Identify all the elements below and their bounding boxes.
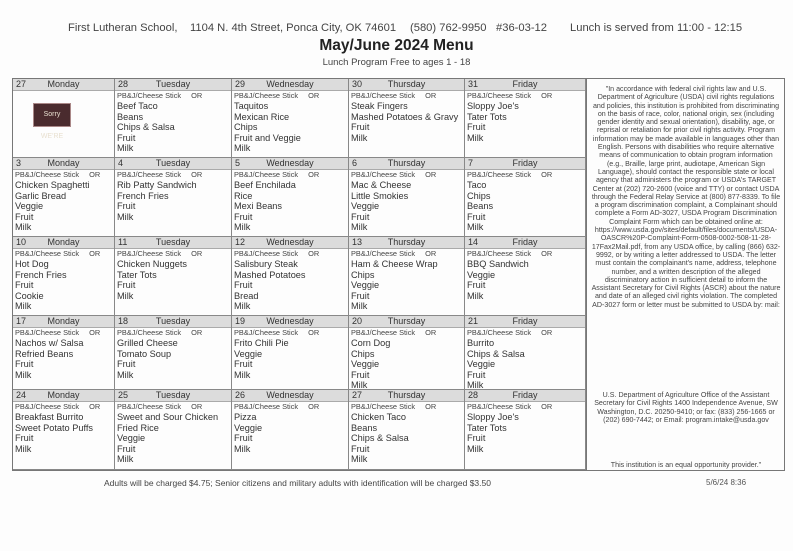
menu-item: Milk: [15, 369, 32, 380]
day-header: [13, 316, 114, 328]
day-cell: [349, 390, 465, 470]
school-name: First Lutheran School,: [68, 22, 178, 34]
day-cell: [115, 316, 232, 390]
day-header: [465, 158, 585, 170]
menu-item: Fruit: [15, 433, 34, 443]
day-number: 3: [16, 158, 22, 168]
alt-option-line: [349, 170, 464, 180]
day-header: [465, 316, 585, 328]
menu-item: Beef Taco: [117, 101, 158, 111]
day-cell: [465, 79, 586, 158]
menu-item: Fruit: [15, 359, 34, 369]
day-cell: [115, 237, 232, 316]
day-header: [232, 316, 348, 328]
day-cell: [465, 390, 586, 470]
menu-item: Fruit: [234, 359, 253, 369]
menu-item: Fruit: [234, 211, 253, 222]
day-cell: [13, 79, 115, 158]
day-name: Monday: [47, 390, 80, 400]
day-name: Wednesday: [266, 390, 314, 400]
menu-item: Milk: [234, 443, 251, 454]
alt-option-line: [232, 328, 348, 338]
day-cell: [465, 158, 586, 237]
menu-item: Mexican Rice: [234, 111, 290, 122]
day-header: [232, 158, 348, 170]
menu-item: Milk: [15, 443, 32, 454]
menu-item: Veggie: [234, 422, 263, 433]
or-label: OR: [541, 402, 553, 411]
menu-item: Grilled Cheese: [117, 338, 178, 348]
or-label: OR: [308, 249, 320, 258]
alt-option: PB&J/Cheese Stick: [117, 328, 182, 337]
menu-item: Milk: [117, 454, 134, 464]
day-number: 27: [16, 79, 27, 89]
menu-item: Veggie: [467, 269, 496, 280]
day-header: [115, 79, 231, 91]
day-name: Wednesday: [266, 79, 314, 89]
menu-item: Milk: [117, 143, 134, 153]
day-name: Friday: [512, 79, 538, 89]
or-label: OR: [541, 328, 553, 337]
alt-option: PB&J/Cheese Stick: [351, 249, 416, 258]
menu-item: Ham & Cheese Wrap: [351, 259, 438, 269]
menu-item: French Fries: [117, 190, 169, 201]
alt-option-line: [115, 91, 231, 101]
menu-item: Veggie: [234, 348, 263, 359]
day-name: Monday: [47, 158, 80, 168]
menu-item: Chips & Salsa: [467, 348, 525, 359]
menu-item: Milk: [117, 290, 134, 301]
day-number: 5: [235, 158, 241, 168]
menu-item: Nachos w/ Salsa: [15, 338, 84, 348]
menu-item: Mac & Cheese: [351, 180, 412, 190]
day-name: Tuesday: [155, 158, 191, 168]
adult-pricing-note: Adults will be charged $4.75; Senior citizens and military adults with identification will be charged $3.50: [104, 478, 491, 488]
menu-item: Bread: [234, 290, 259, 301]
print-timestamp: 5/6/24 8:36: [706, 478, 747, 487]
menu-item: Milk: [467, 132, 484, 143]
nondiscrimination-sidebar: [587, 78, 785, 471]
menu-item: Fruit: [351, 369, 370, 380]
alt-option-line: [115, 249, 231, 259]
menu-item: Taquitos: [234, 101, 269, 111]
or-label: OR: [191, 91, 203, 100]
menu-item: Fried Rice: [117, 422, 159, 433]
menu-item: Veggie: [467, 359, 496, 369]
or-label: OR: [541, 249, 553, 258]
alt-option-line: [232, 170, 348, 180]
day-cell: [115, 390, 232, 470]
menu-item: Taco: [467, 180, 487, 190]
day-header: [115, 158, 231, 170]
menu-item: Milk: [117, 211, 134, 222]
or-label: OR: [191, 328, 203, 337]
usda-address: U.S. Department of Agriculture Office of the Assistant Secretary for Civil Rights 1400 Independence Avenue, SW Washington, D.C. 20250-9410; or fax: (833) 256-1665 or (202) 690-7442; or Email: program.intake@usda.gov: [594, 391, 778, 424]
alt-option-line: [115, 402, 231, 412]
alt-option: PB&J/Cheese Stick: [117, 402, 182, 411]
page-subtitle: Lunch Program Free to ages 1 - 18: [322, 57, 471, 68]
day-cell: [13, 158, 115, 237]
day-cell: [13, 237, 115, 316]
or-label: OR: [89, 402, 101, 411]
day-header: [349, 158, 464, 170]
day-number: 13: [352, 237, 363, 247]
menu-item: Sloppy Joe's: [467, 412, 519, 422]
alt-option: PB&J/Cheese Stick: [15, 402, 80, 411]
day-name: Monday: [47, 316, 80, 326]
menu-item: Milk: [351, 454, 368, 464]
menu-item: Fruit: [467, 122, 486, 132]
menu-item: Milk: [234, 143, 251, 153]
day-header: [13, 237, 114, 249]
menu-item: Chicken Spaghetti: [15, 180, 90, 190]
day-header: [115, 390, 231, 402]
menu-item: Milk: [351, 380, 368, 390]
menu-item: Fruit: [117, 201, 136, 211]
day-number: 28: [118, 79, 129, 89]
menu-item: Fruit: [234, 280, 253, 290]
menu-item: Fruit: [467, 211, 486, 222]
school-code: #36-03-12: [496, 22, 548, 34]
day-number: 31: [468, 79, 479, 89]
menu-item: Fruit: [117, 132, 136, 143]
day-header: [232, 79, 348, 91]
school-address: 1104 N. 4th Street, Ponca City, OK 74601: [190, 22, 397, 34]
day-number: 18: [118, 316, 129, 326]
menu-item: Milk: [351, 301, 368, 311]
menu-item: Fruit: [351, 443, 370, 454]
day-name: Thursday: [387, 158, 426, 168]
day-header: [232, 237, 348, 249]
alt-option-line: [349, 91, 464, 101]
day-name: Tuesday: [155, 79, 191, 89]
day-number: 11: [118, 237, 128, 247]
menu-item: Fruit: [15, 280, 34, 290]
alt-option-line: [13, 170, 114, 180]
day-name: Friday: [512, 237, 538, 247]
day-name: Wednesday: [266, 237, 314, 247]
day-header: [13, 390, 114, 402]
alt-option: PB&J/Cheese Stick: [234, 170, 299, 179]
day-cell: [232, 316, 349, 390]
day-cell: [13, 316, 115, 390]
day-number: 12: [235, 237, 246, 247]
day-name: Tuesday: [155, 390, 191, 400]
day-name: Thursday: [387, 237, 426, 247]
menu-item: Tater Tots: [467, 111, 507, 122]
alt-option: PB&J/Cheese Stick: [351, 402, 416, 411]
day-name: Thursday: [387, 79, 426, 89]
closed-sign-image: Sorry WE'RE: [33, 103, 71, 127]
menu-item: Chips: [234, 122, 258, 132]
menu-item: Salisbury Steak: [234, 259, 298, 269]
menu-item: Chips: [467, 190, 491, 201]
day-header: [349, 237, 464, 249]
menu-item: Hot Dog: [15, 259, 49, 269]
day-number: 4: [118, 158, 124, 168]
alt-option-line: [13, 328, 114, 338]
day-number: 19: [235, 316, 246, 326]
day-header: [349, 79, 464, 91]
menu-item: Beans: [467, 201, 494, 211]
day-name: Tuesday: [155, 237, 191, 247]
day-header: [115, 237, 231, 249]
menu-item: BBQ Sandwich: [467, 259, 529, 269]
menu-item: Mexi Beans: [234, 201, 283, 211]
menu-item: Fruit: [351, 211, 370, 222]
lunch-time: Lunch is served from 11:00 - 12:15: [570, 22, 743, 34]
alt-option: PB&J/Cheese Stick: [467, 402, 532, 411]
day-cell: [232, 158, 349, 237]
alt-option-line: [465, 249, 585, 259]
day-header: [13, 158, 114, 170]
alt-option-line: [13, 402, 114, 412]
alt-option: PB&J/Cheese Stick: [117, 91, 182, 100]
alt-option-line: [232, 402, 348, 412]
day-name: Friday: [512, 158, 538, 168]
day-number: 10: [16, 237, 27, 247]
alt-option-line: [465, 91, 585, 101]
alt-option: PB&J/Cheese Stick: [234, 91, 299, 100]
day-number: 21: [468, 316, 479, 326]
day-name: Thursday: [387, 390, 426, 400]
menu-item: Chips: [351, 269, 375, 280]
alt-option: PB&J/Cheese Stick: [15, 249, 80, 258]
alt-option: PB&J/Cheese Stick: [351, 328, 416, 337]
alt-option-line: [349, 402, 464, 412]
menu-item: Fruit: [117, 280, 136, 290]
alt-option-line: [465, 328, 585, 338]
day-cell: [465, 316, 586, 390]
or-label: OR: [89, 328, 101, 337]
menu-item: Breakfast Burrito: [15, 412, 84, 422]
alt-option-line: [115, 170, 231, 180]
menu-item: Milk: [467, 222, 484, 232]
day-cell: [232, 390, 349, 470]
nondiscrimination-statement: "In accordance with federal civil rights law and U.S. Department of Agriculture (USDA) civil rights regulations and policies, this institution is prohibited from discriminating on the basis of race, color, national origin, sex (including gender identity and sexual orientation), disability, age, or reprisal or retaliation for prior civil rights activity. Program information may be made available in languages other than English. Persons with disabilities who require alternative means of communication to obtain program information (e.g., Braille, large print, audiotape, American Sign Language), should contact the responsible state or local agency that administers the program or USDA's TARGET Center at (202) 720-2600 (voice and TTY) or contact USDA through the Federal Relay Service at (800) 877-8339. To file a program discrimination complaint, a Complainant should complete a Form AD-3027, USDA Program Discrimination Complaint Form which can be obtained online at: https://www.usda.gov/sites/default/files/documents/USDA-OASCR%20P-Complaint-Form-0508-0002-508-11-28-17Fax2Mail.pdf, from any USDA office, by calling (866) 632-9992, or by writing a letter addressed to USDA. The letter must contain the complainant's name, address, telephone number, and a written description of the alleged discriminatory action in sufficient detail to inform the Assistant Secretary for Civil Rights (ASCR) about the nature and date of an alleged civil rights violation. The completed AD-3027 form or letter must be submitted to USDA by: mail:: [591, 85, 781, 309]
menu-item: Milk: [234, 301, 251, 311]
day-number: 26: [235, 390, 246, 400]
menu-item: Veggie: [351, 201, 380, 211]
menu-item: Milk: [467, 443, 484, 454]
menu-item: Steak Fingers: [351, 101, 408, 111]
menu-item: Fruit: [117, 359, 136, 369]
day-name: Friday: [512, 390, 538, 400]
alt-option: PB&J/Cheese Stick: [117, 249, 182, 258]
day-number: 6: [352, 158, 358, 168]
or-label: OR: [308, 402, 320, 411]
alt-option: PB&J/Cheese Stick: [234, 249, 299, 258]
day-header: [465, 390, 585, 402]
day-name: Thursday: [387, 316, 426, 326]
day-number: 17: [16, 316, 27, 326]
alt-option-line: [115, 328, 231, 338]
equal-opportunity-note: This institution is an equal opportunity provider.": [610, 461, 762, 469]
menu-item: Tomato Soup: [117, 348, 172, 359]
page-title: May/June 2024 Menu: [319, 37, 474, 54]
day-number: 28: [468, 390, 479, 400]
menu-item: Veggie: [15, 201, 44, 211]
menu-item: Corn Dog: [351, 338, 391, 348]
day-number: 14: [468, 237, 479, 247]
or-label: OR: [308, 170, 320, 179]
menu-item: Milk: [467, 290, 484, 301]
menu-item: French Fries: [15, 269, 67, 280]
alt-option-line: [349, 328, 464, 338]
alt-option: PB&J/Cheese Stick: [467, 170, 532, 179]
or-label: OR: [541, 91, 553, 100]
menu-item: Chicken Nuggets: [117, 259, 187, 269]
menu-item: Veggie: [117, 433, 146, 443]
day-number: 29: [235, 79, 246, 89]
day-number: 7: [468, 158, 474, 168]
alt-option-line: [465, 402, 585, 412]
menu-item: Fruit: [467, 369, 486, 380]
menu-item: Fruit: [117, 443, 136, 454]
alt-option: PB&J/Cheese Stick: [467, 91, 532, 100]
day-header: [13, 79, 114, 91]
day-cell: [349, 158, 465, 237]
menu-item: Fruit and Veggie: [234, 132, 301, 143]
alt-option: PB&J/Cheese Stick: [234, 402, 299, 411]
menu-item: Beef Enchilada: [234, 180, 296, 190]
day-number: 30: [352, 79, 363, 89]
alt-option: PB&J/Cheese Stick: [15, 170, 80, 179]
alt-option: PB&J/Cheese Stick: [467, 328, 532, 337]
day-number: 20: [352, 316, 363, 326]
day-number: 27: [352, 390, 363, 400]
or-label: OR: [89, 249, 101, 258]
menu-item: Fruit: [234, 433, 253, 443]
or-label: OR: [191, 402, 203, 411]
school-phone: (580) 762-9950: [410, 22, 487, 34]
day-header: [349, 390, 464, 402]
menu-item: Burrito: [467, 338, 495, 348]
menu-item: Tater Tots: [117, 269, 157, 280]
menu-item: Frito Chili Pie: [234, 338, 289, 348]
day-cell: [349, 316, 465, 390]
menu-item: Milk: [234, 222, 251, 232]
menu-item: Mashed Potatoes: [234, 269, 306, 280]
day-number: 25: [118, 390, 129, 400]
menu-item: Chips & Salsa: [351, 433, 409, 443]
day-cell: [232, 237, 349, 316]
menu-item: Sweet Potato Puffs: [15, 422, 93, 433]
day-cell: [465, 237, 586, 316]
day-cell: [232, 79, 349, 158]
day-cell: [13, 390, 115, 470]
alt-option-line: [13, 249, 114, 259]
or-label: OR: [308, 91, 320, 100]
menu-item: Little Smokies: [351, 190, 409, 201]
day-header: [115, 316, 231, 328]
alt-option: PB&J/Cheese Stick: [15, 328, 80, 337]
alt-option: PB&J/Cheese Stick: [467, 249, 532, 258]
day-header: [465, 237, 585, 249]
alt-option: PB&J/Cheese Stick: [351, 91, 416, 100]
menu-item: Sloppy Joe's: [467, 101, 519, 111]
or-label: OR: [308, 328, 320, 337]
or-label: OR: [425, 170, 437, 179]
menu-item: Milk: [117, 369, 134, 380]
day-header: [465, 79, 585, 91]
menu-item: Milk: [15, 301, 32, 311]
alt-option-line: [232, 91, 348, 101]
alt-option-line: [349, 249, 464, 259]
menu-item: Rib Patty Sandwich: [117, 180, 197, 190]
alt-option: PB&J/Cheese Stick: [234, 328, 299, 337]
day-name: Wednesday: [266, 316, 314, 326]
alt-option: PB&J/Cheese Stick: [351, 170, 416, 179]
menu-item: Veggie: [351, 359, 380, 369]
menu-item: Tater Tots: [467, 422, 507, 433]
day-name: Friday: [512, 316, 538, 326]
menu-calendar-grid: [12, 78, 587, 471]
menu-item: Chips: [351, 348, 375, 359]
menu-item: Milk: [351, 132, 368, 143]
day-header: [232, 390, 348, 402]
menu-item: Chips & Salsa: [117, 122, 175, 132]
day-cell: [115, 158, 232, 237]
menu-item: Milk: [234, 369, 251, 380]
or-label: OR: [541, 170, 553, 179]
menu-item: Milk: [467, 380, 484, 390]
alt-option-line: [465, 170, 585, 180]
menu-item: Beans: [117, 111, 144, 122]
menu-item: Veggie: [351, 280, 380, 290]
day-number: 24: [16, 390, 27, 400]
menu-item: Fruit: [15, 211, 34, 222]
menu-item: Chicken Taco: [351, 412, 406, 422]
menu-item: Beans: [351, 422, 378, 433]
alt-option: PB&J/Cheese Stick: [117, 170, 182, 179]
menu-item: Fruit: [467, 433, 486, 443]
menu-item: Sweet and Sour Chicken: [117, 412, 219, 422]
or-label: OR: [425, 249, 437, 258]
or-label: OR: [425, 402, 437, 411]
day-name: Tuesday: [155, 316, 191, 326]
menu-item: Cookie: [15, 290, 44, 301]
or-label: OR: [425, 328, 437, 337]
menu-item: Fruit: [467, 280, 486, 290]
or-label: OR: [191, 170, 203, 179]
menu-item: Fruit: [351, 122, 370, 132]
day-cell: [349, 237, 465, 316]
menu-item: Mashed Potatoes & Gravy: [351, 111, 459, 122]
menu-item: Milk: [351, 222, 368, 232]
menu-item: Refried Beans: [15, 348, 74, 359]
day-name: Monday: [47, 79, 80, 89]
day-cell: [115, 79, 232, 158]
or-label: OR: [89, 170, 101, 179]
day-cell: [349, 79, 465, 158]
menu-item: Garlic Bread: [15, 190, 67, 201]
menu-item: Pizza: [234, 412, 257, 422]
menu-item: Fruit: [351, 290, 370, 301]
or-label: OR: [425, 91, 437, 100]
menu-item: Milk: [15, 222, 32, 232]
alt-option-line: [232, 249, 348, 259]
or-label: OR: [191, 249, 203, 258]
day-name: Monday: [47, 237, 80, 247]
menu-item: Rice: [234, 190, 253, 201]
day-header: [349, 316, 464, 328]
day-name: Wednesday: [266, 158, 314, 168]
